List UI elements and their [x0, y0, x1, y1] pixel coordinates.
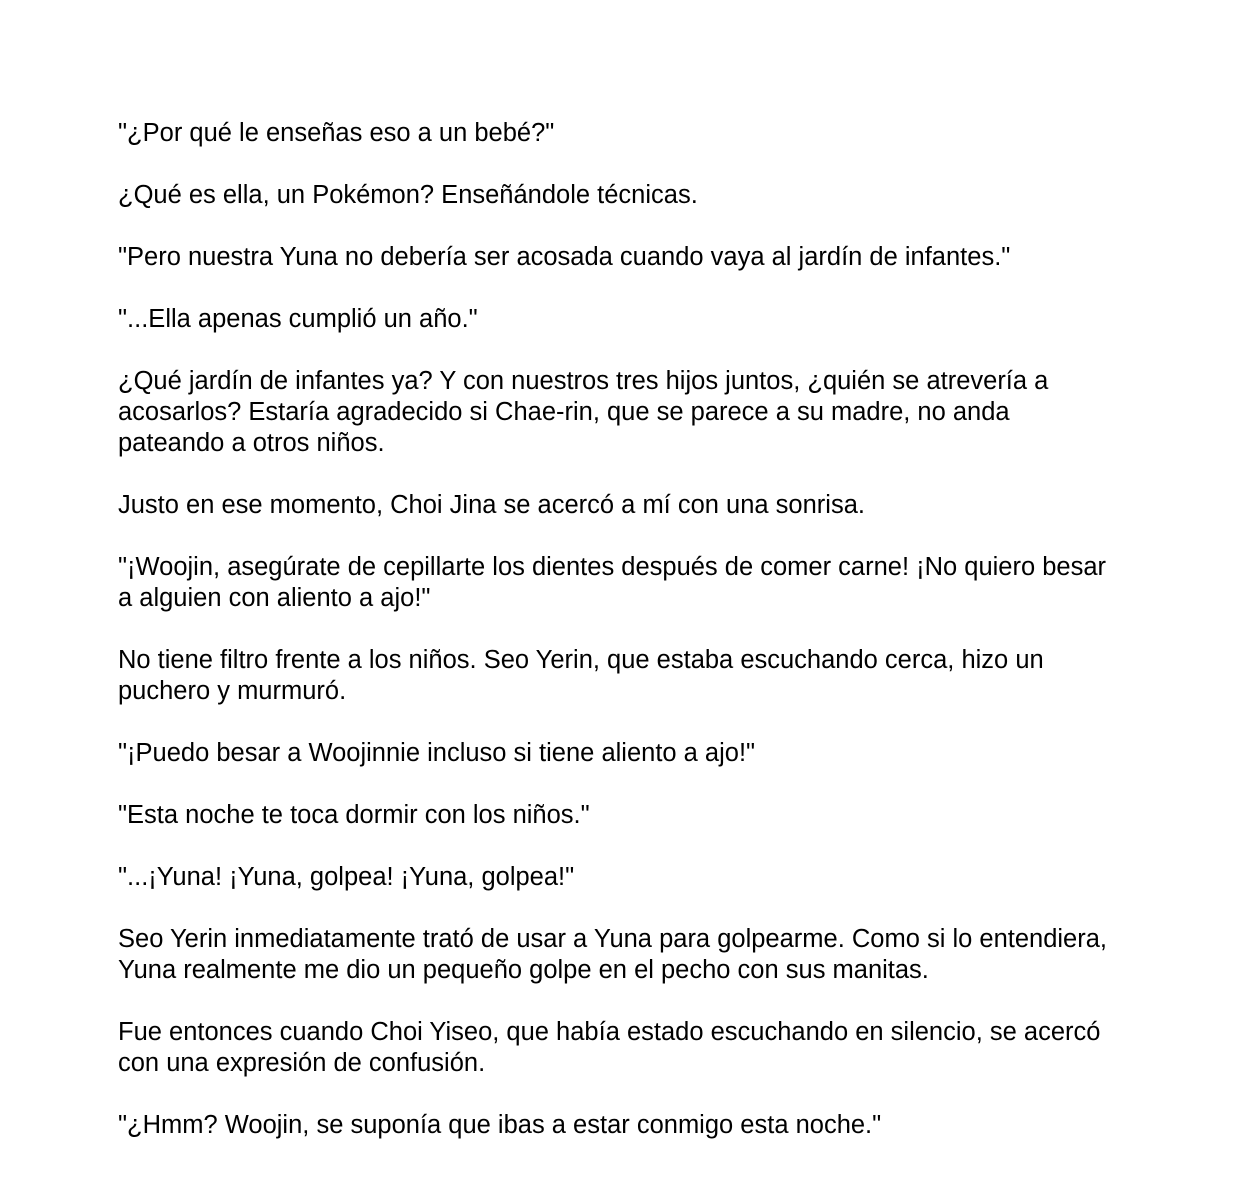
paragraph: "...¡Yuna! ¡Yuna, golpea! ¡Yuna, golpea!" [118, 863, 575, 891]
paragraph: "...Ella apenas cumplió un año." [118, 305, 478, 333]
paragraph: Fue entonces cuando Choi Yiseo, que había estado escuchando en silencio, se acercó con una expresión de confusión. [118, 1018, 1101, 1077]
paragraph: "¡Puedo besar a Woojinnie incluso si tiene aliento a ajo!" [118, 739, 756, 767]
paragraph: "¿Hmm? Woojin, se suponía que ibas a estar conmigo esta noche." [118, 1111, 882, 1139]
document-body [118, 118, 1118, 1172]
paragraph: Justo en ese momento, Choi Jina se acercó a mí con una sonrisa. [118, 491, 865, 519]
paragraph: "¿Por qué le enseñas eso a un bebé?" [118, 119, 555, 147]
paragraph: "Pero nuestra Yuna no debería ser acosada cuando vaya al jardín de infantes." [118, 243, 1011, 271]
paragraph: "¡Woojin, asegúrate de cepillarte los dientes después de comer carne! ¡No quiero besar a alguien con aliento a ajo!" [118, 553, 1107, 612]
paragraph: ¿Qué jardín de infantes ya? Y con nuestros tres hijos juntos, ¿quién se atrevería a acosarlos? Estaría agradecido si Chae-rin, que se parece a su madre, no anda pateando a otros niños. [118, 367, 1049, 457]
paragraph: No tiene filtro frente a los niños. Seo Yerin, que estaba escuchando cerca, hizo un puchero y murmuró. [118, 646, 1044, 705]
paragraph: "Esta noche te toca dormir con los niños." [118, 801, 590, 829]
paragraph: Seo Yerin inmediatamente trató de usar a Yuna para golpearme. Como si lo entendiera, Yuna realmente me dio un pequeño golpe en el pecho con sus manitas. [118, 925, 1107, 984]
paragraph: ¿Qué es ella, un Pokémon? Enseñándole técnicas. [118, 181, 698, 209]
